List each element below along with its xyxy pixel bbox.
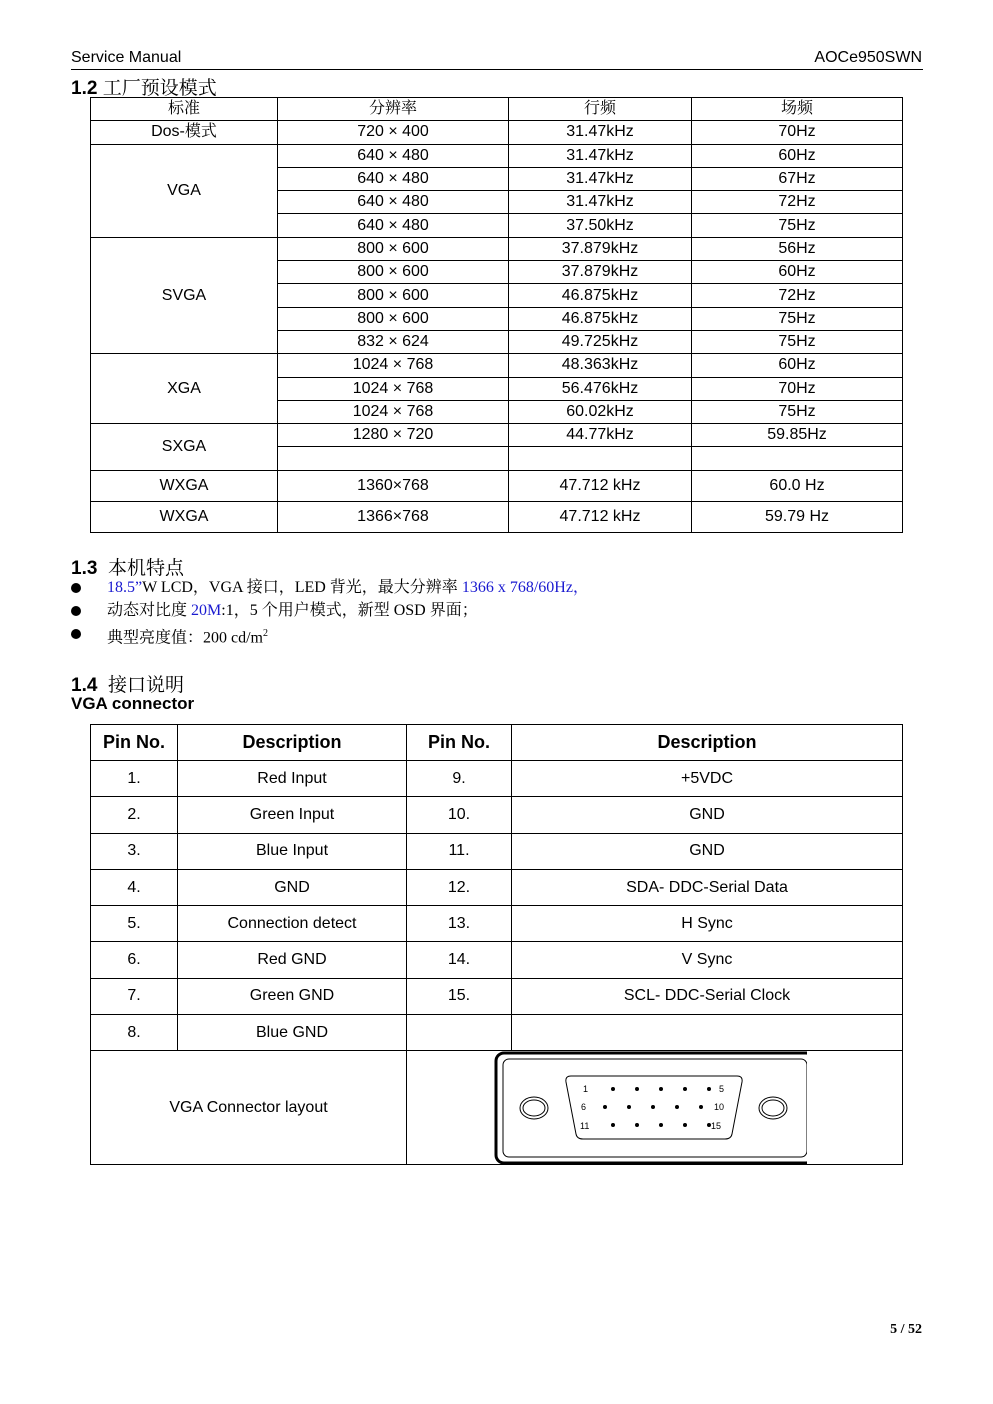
vga-connector-diagram bbox=[407, 1051, 807, 1164]
column-header: Pin No. bbox=[91, 725, 178, 761]
column-header: Pin No. bbox=[407, 725, 512, 761]
pin-number: 10. bbox=[407, 797, 512, 833]
table-row bbox=[91, 501, 903, 532]
pin-description: Connection detect bbox=[178, 906, 407, 942]
pin-hole-3 bbox=[659, 1087, 663, 1091]
pin-number: 9. bbox=[407, 761, 512, 797]
pin-hole-4 bbox=[683, 1087, 687, 1091]
pin-number: 4. bbox=[91, 869, 178, 905]
connector-layout-cell bbox=[407, 1051, 903, 1165]
pin-description: Red GND bbox=[178, 942, 407, 978]
pin-label-1: 1 bbox=[583, 1084, 589, 1095]
resolution-cell: 1024 × 768 bbox=[278, 354, 509, 377]
column-header: 分辨率 bbox=[278, 98, 509, 121]
pin-hole-10 bbox=[699, 1105, 703, 1109]
pin-hole-6 bbox=[603, 1105, 607, 1109]
column-header: 行频 bbox=[509, 98, 692, 121]
resolution-cell: 1366×768 bbox=[278, 501, 509, 532]
pin-label-10: 10 bbox=[714, 1102, 725, 1113]
header-rule bbox=[71, 69, 923, 70]
v-freq-cell: 60.0 Hz bbox=[692, 470, 903, 501]
pin-number: 6. bbox=[91, 942, 178, 978]
vga-connector-title: VGA connector bbox=[71, 694, 195, 713]
section-number: 1.3 bbox=[71, 558, 98, 579]
v-freq-cell: 59.85Hz bbox=[692, 424, 903, 447]
section-number: 1.2 bbox=[71, 78, 98, 99]
resolution-cell: 640 × 480 bbox=[278, 214, 509, 237]
feature-text: W LCD，VGA 接口，LED 背光，最大分辨率 bbox=[142, 579, 462, 596]
resolution-cell: 640 × 480 bbox=[278, 191, 509, 214]
pin-description: Green GND bbox=[178, 978, 407, 1014]
h-freq-cell: 46.875kHz bbox=[509, 284, 692, 307]
pin-number: 3. bbox=[91, 833, 178, 869]
page-number: 5 / 52 bbox=[890, 1322, 922, 1337]
pin-number: 15. bbox=[407, 978, 512, 1014]
pin-hole-7 bbox=[627, 1105, 631, 1109]
table-row bbox=[91, 144, 903, 167]
v-freq-cell: 60Hz bbox=[692, 261, 903, 284]
preset-modes-table bbox=[90, 97, 903, 533]
pin-number: 8. bbox=[91, 1015, 178, 1051]
table-row bbox=[91, 237, 903, 260]
h-freq-cell: 47.712 kHz bbox=[509, 501, 692, 532]
column-header: Description bbox=[178, 725, 407, 761]
resolution-cell: 800 × 600 bbox=[278, 261, 509, 284]
section-number: 1.4 bbox=[71, 675, 98, 696]
pin-description: V Sync bbox=[512, 942, 903, 978]
pin-description: Green Input bbox=[178, 797, 407, 833]
section-title: 工厂预设模式 bbox=[102, 78, 217, 99]
pin-description: +5VDC bbox=[512, 761, 903, 797]
pin-label-11: 11 bbox=[580, 1121, 590, 1132]
connector-layout-row bbox=[91, 1051, 903, 1165]
pin-description: GND bbox=[178, 869, 407, 905]
connector-inner-shell bbox=[503, 1059, 807, 1157]
section-title: 本机特点 bbox=[107, 558, 184, 579]
h-freq-cell: 44.77kHz bbox=[509, 424, 692, 447]
table-row bbox=[91, 121, 903, 144]
pin-description: SDA- DDC-Serial Data bbox=[512, 869, 903, 905]
v-freq-cell: 67Hz bbox=[692, 167, 903, 190]
v-freq-cell: 70Hz bbox=[692, 377, 903, 400]
table-header-row bbox=[91, 725, 903, 761]
resolution-cell: 1280 × 720 bbox=[278, 424, 509, 447]
v-freq-cell: 75Hz bbox=[692, 307, 903, 330]
section-1-3-heading bbox=[71, 553, 184, 580]
v-freq-cell: 60Hz bbox=[692, 354, 903, 377]
resolution-cell: 800 × 600 bbox=[278, 307, 509, 330]
pin-hole-11 bbox=[611, 1123, 615, 1127]
pin-description: GND bbox=[512, 833, 903, 869]
standard-cell: WXGA bbox=[91, 470, 278, 501]
table-row bbox=[91, 978, 903, 1014]
standard-cell: SVGA bbox=[91, 237, 278, 353]
pin-label-15: 15 bbox=[711, 1121, 722, 1132]
pin-number: 2. bbox=[91, 797, 178, 833]
h-freq-cell: 56.476kHz bbox=[509, 377, 692, 400]
bullet-icon bbox=[71, 606, 81, 616]
pin-number: 1. bbox=[91, 761, 178, 797]
table-header-row bbox=[91, 98, 903, 121]
pin-label-5: 5 bbox=[719, 1084, 725, 1095]
resolution-cell: 832 × 624 bbox=[278, 330, 509, 353]
pin-hole-14 bbox=[683, 1123, 687, 1127]
v-freq-cell: 75Hz bbox=[692, 400, 903, 423]
pin-hole-13 bbox=[659, 1123, 663, 1127]
panel-size: 18.5” bbox=[107, 579, 143, 596]
pin-hole-8 bbox=[651, 1105, 655, 1109]
bullet-icon bbox=[71, 629, 81, 639]
feature-text: 动态对比度 bbox=[107, 602, 192, 619]
table-row bbox=[91, 833, 903, 869]
pin-number bbox=[407, 1015, 512, 1051]
column-header: 场频 bbox=[692, 98, 903, 121]
h-freq-cell bbox=[509, 447, 692, 470]
v-freq-cell: 60Hz bbox=[692, 144, 903, 167]
resolution-cell: 1024 × 768 bbox=[278, 400, 509, 423]
pin-number: 5. bbox=[91, 906, 178, 942]
pin-number: 13. bbox=[407, 906, 512, 942]
pin-description bbox=[512, 1015, 903, 1051]
section-1-4-heading bbox=[71, 670, 184, 697]
pin-hole-2 bbox=[635, 1087, 639, 1091]
column-header: Description bbox=[512, 725, 903, 761]
section-1-2-heading bbox=[71, 73, 217, 100]
max-resolution: 1366 x 768/60Hz， bbox=[461, 579, 589, 596]
table-row bbox=[91, 869, 903, 905]
pin-description: GND bbox=[512, 797, 903, 833]
pin-holes bbox=[603, 1087, 711, 1127]
resolution-cell: 720 × 400 bbox=[278, 121, 509, 144]
pin-hole-5 bbox=[707, 1087, 711, 1091]
v-freq-cell: 59.79 Hz bbox=[692, 501, 903, 532]
contrast-value: 20M bbox=[191, 602, 222, 619]
pin-number: 12. bbox=[407, 869, 512, 905]
h-freq-cell: 37.879kHz bbox=[509, 237, 692, 260]
h-freq-cell: 37.50kHz bbox=[509, 214, 692, 237]
pin-assignment-table bbox=[90, 724, 903, 1165]
table-row bbox=[91, 761, 903, 797]
pin-label-6: 6 bbox=[581, 1102, 587, 1113]
pin-number: 7. bbox=[91, 978, 178, 1014]
superscript: 2 bbox=[263, 628, 268, 639]
h-freq-cell: 31.47kHz bbox=[509, 167, 692, 190]
pin-hole-9 bbox=[675, 1105, 679, 1109]
resolution-cell: 1360×768 bbox=[278, 470, 509, 501]
h-freq-cell: 48.363kHz bbox=[509, 354, 692, 377]
pin-description: Blue Input bbox=[178, 833, 407, 869]
resolution-cell: 640 × 480 bbox=[278, 144, 509, 167]
column-header: 标准 bbox=[91, 98, 278, 121]
table-row bbox=[91, 797, 903, 833]
v-freq-cell: 72Hz bbox=[692, 191, 903, 214]
table-row bbox=[91, 424, 903, 447]
v-freq-cell: 75Hz bbox=[692, 330, 903, 353]
standard-cell: WXGA bbox=[91, 501, 278, 532]
v-freq-cell: 72Hz bbox=[692, 284, 903, 307]
pin-description: Blue GND bbox=[178, 1015, 407, 1051]
h-freq-cell: 31.47kHz bbox=[509, 191, 692, 214]
v-freq-cell: 70Hz bbox=[692, 121, 903, 144]
pin-description: SCL- DDC-Serial Clock bbox=[512, 978, 903, 1014]
resolution-cell: 640 × 480 bbox=[278, 167, 509, 190]
table-row bbox=[91, 1015, 903, 1051]
v-freq-cell bbox=[692, 447, 903, 470]
section-title: 接口说明 bbox=[107, 675, 184, 696]
pin-hole-12 bbox=[635, 1123, 639, 1127]
h-freq-cell: 37.879kHz bbox=[509, 261, 692, 284]
table-row bbox=[91, 906, 903, 942]
header-doc-title: Service Manual bbox=[71, 49, 182, 66]
resolution-cell: 800 × 600 bbox=[278, 284, 509, 307]
feature-text: :1，5 个用户模式，新型 OSD 界面； bbox=[221, 602, 478, 619]
bullet-icon bbox=[71, 583, 81, 593]
table-row bbox=[91, 470, 903, 501]
h-freq-cell: 46.875kHz bbox=[509, 307, 692, 330]
standard-cell: SXGA bbox=[91, 424, 278, 471]
pin-number: 11. bbox=[407, 833, 512, 869]
resolution-cell: 1024 × 768 bbox=[278, 377, 509, 400]
resolution-cell: 800 × 600 bbox=[278, 237, 509, 260]
pin-number: 14. bbox=[407, 942, 512, 978]
standard-cell: Dos-模式 bbox=[91, 121, 278, 144]
pin-hole-1 bbox=[611, 1087, 615, 1091]
h-freq-cell: 47.712 kHz bbox=[509, 470, 692, 501]
connector-layout-label: VGA Connector layout bbox=[91, 1051, 407, 1165]
table-row bbox=[91, 942, 903, 978]
header-model: AOCe950SWN bbox=[814, 49, 922, 66]
h-freq-cell: 31.47kHz bbox=[509, 121, 692, 144]
pin-description: Red Input bbox=[178, 761, 407, 797]
resolution-cell bbox=[278, 447, 509, 470]
h-freq-cell: 60.02kHz bbox=[509, 400, 692, 423]
v-freq-cell: 75Hz bbox=[692, 214, 903, 237]
standard-cell: VGA bbox=[91, 144, 278, 237]
pin-description: H Sync bbox=[512, 906, 903, 942]
standard-cell: XGA bbox=[91, 354, 278, 424]
h-freq-cell: 31.47kHz bbox=[509, 144, 692, 167]
table-row bbox=[91, 354, 903, 377]
v-freq-cell: 56Hz bbox=[692, 237, 903, 260]
feature-text: 典型亮度值：200 cd/m bbox=[107, 629, 263, 647]
h-freq-cell: 49.725kHz bbox=[509, 330, 692, 353]
